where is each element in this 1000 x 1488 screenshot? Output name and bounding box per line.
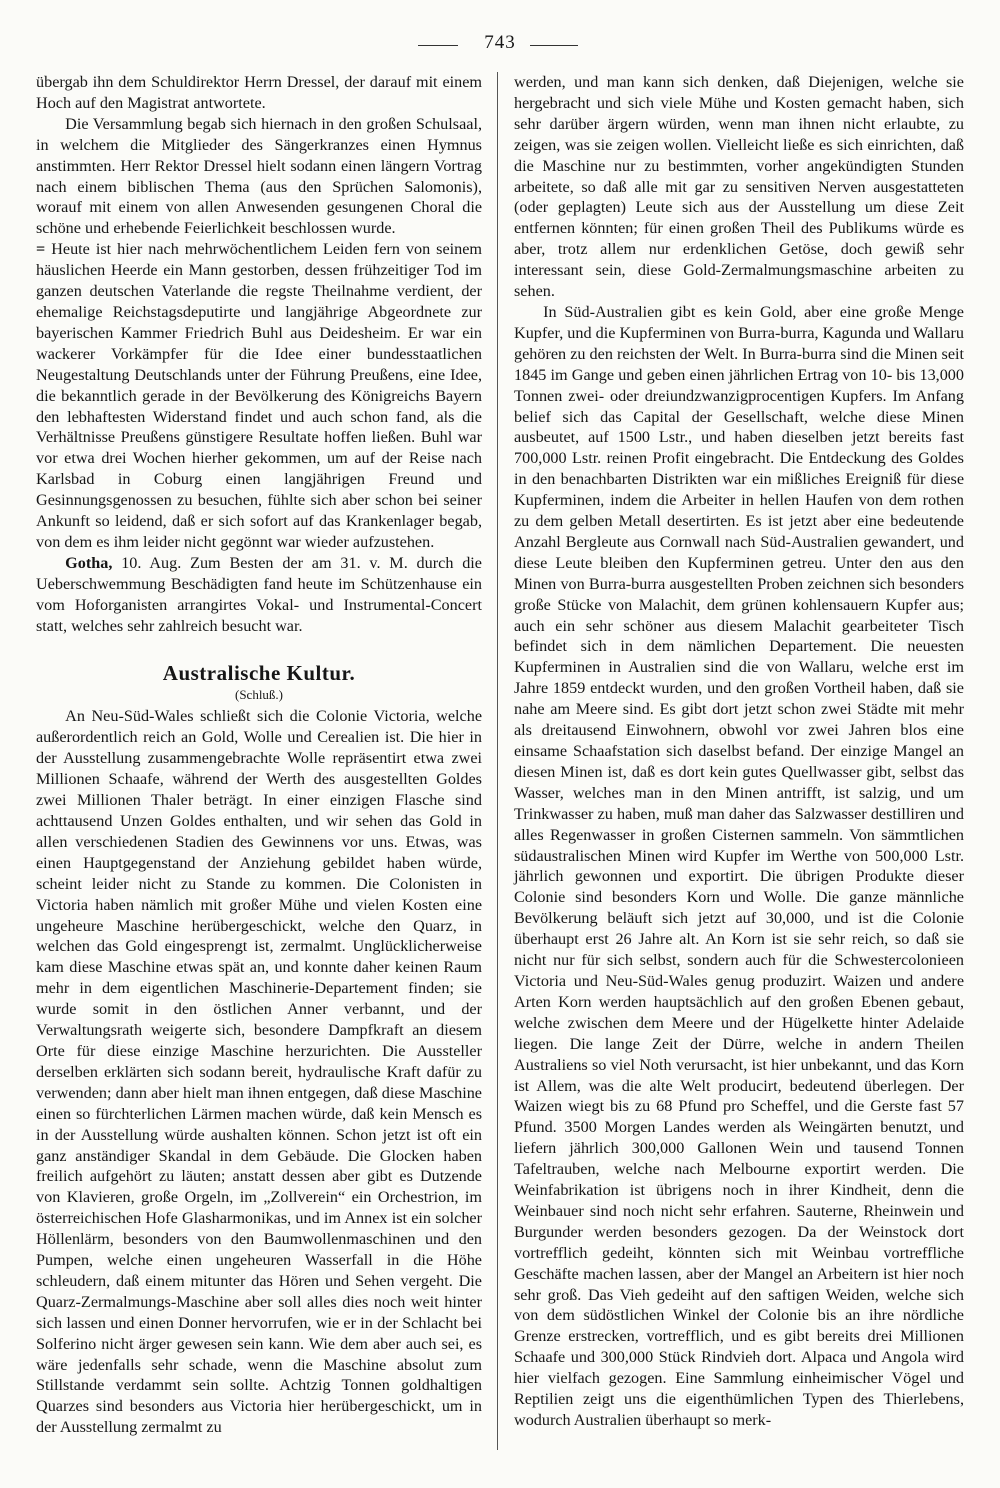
column-divider (497, 72, 498, 1450)
header-rule-left (418, 45, 458, 46)
page-header (0, 30, 1000, 60)
paragraph-south-australia: In Süd-Australien gibt es kein Gold, aber eine große Menge Kupfer, und die Kupferminen von Burra-burra, Kagunda und Wallaru gehören zu den reichsten der Welt. In Burra-burra sind die Minen seit 1845 im Gange und geben einen jährlichen Ertrag von 10- bis 13,000 Tonnen zwei- oder dreiundzwanzigprocentigen Kupfers. Im Anfang belief sich das Capital der Gesellschaft, welche diese Minen ausbeutet, auf 1500 Lstr., und haben dieselben jetzt bereits fast 700,000 Lstr. reinen Profit eingebracht. Die Entdeckung des Goldes in den benachbarten Distrikten war ein mißliches Ereigniß für diese Kupferminen, indem die Arbeiter in hellen Haufen von dem rothen zu dem gelben Metall desertirten. Es ist jetzt aber eine bedeutende Anzahl Bergleute aus Cornwall nach Süd-Australien gewandert, und diese Leute bleiben den Kupferminen getreu. Unter den aus den Minen von Burra-burra ausgestellten Proben zeichnen sich besonders große Stücke von Malachit, dem grünen kohlensauern Kupfer aus; auch ein sehr schöner aus diesem Malachit gearbeiteter Tisch befindet sich in dem nämlichen Departement. Die neuesten Kupferminen in Australien sind die von Wallaru, welche erst im Jahre 1859 entdeckt wurden, und den großen Vortheil haben, daß sie nahe am Meere sind. Es gibt dort jetzt schon zwei Städte mit mehr als dreitausend Einwohnern, obwohl vor zwei Jahren blos eine einsame Schaafstation sich daselbst befand. Der einzige Mangel an diesen Minen ist, daß es dort kein gutes Quellwasser gibt, selbst das Wasser, welches man in den Minen antrifft, ist salzig, und um Trinkwasser zu haben, muß man daher das Salzwasser destilliren und alles Regenwasser in großen Cisternen sammeln. Von sämmtlichen südaustralischen Minen wird Kupfer im Werthe von 500,000 Lstr. jährlich gewonnen und exportirt. Die übrigen Produkte dieser Colonie sind besonders Korn und Wolle. Die ganze männliche Bevölkerung beläuft sich jetzt auf 30,000, und ist die Colonie überhaupt erst 26 Jahre alt. An Korn ist sie sehr reich, so daß sie nicht nur für sich selbst, sondern auch für die Schwestercolonieen Victoria und Neu-Süd-Wales genug produzirt. Waizen und andere Arten Korn werden hauptsächlich auf den großen Ebenen gebaut, welche zwischen dem Meere und der Hügelkette hinter Adelaide liegen. Die lange Zeit der Dürre, welche in andern Theilen Australiens so viel Noth verursacht, ist hier unbekannt, und das Korn ist Allem, was die alte Welt producirt, bedeutend überlegen. Der Waizen wiegt bis zu 68 Pfund pro Scheffel, und die Gerste fast 57 Pfund. 3500 Morgen Landes werden als Weingärten benutzt, und liefern jährlich 300,000 Gallonen Wein und tausend Tonnen Tafeltrauben, welche nach Melbourne exportirt werden. Die Weinfabrikation ist übrigens noch in ihrer Kindheit, denn die Weinbauer sind noch nicht sehr erfahren. Sauterne, Rheinwein und Burgunder werden besonders gezogen. Da der Weinstock dort vortrefflich gedeiht, könnten sich mit Weinbau vortreffliche Geschäfte machen lassen, aber der Mangel an Arbeitern ist hier noch sehr groß. Das Vieh gedeiht auf den saftigen Weiden, welche sich von dem südöstlichen Winkel der Colonie bis an ihre nördliche Grenze erstrecken, vortrefflich, und es gibt bereits drei Millionen Schaafe und 300,000 Stück Rindvieh dort. Alpaca und Angola wird hier vielfach gezogen. Eine Sammlung einheimischer Vögel und Reptilien zeigt uns die eigenthümlichen Typen des Thierlebens, wodurch Australien überhaupt so merk- (514, 302, 964, 1429)
obituary-text: Heute ist hier nach mehrwöchentlichem Leiden fern von seinem häuslichen Heerde ein Mann gestorben, dessen frühzeitiger Tod im ganzen deutschen Vaterlande die regste Theilnahme verdient, der ehemalige Reichstagsdeputirte und langjährige Abgeordnete zur bayerischen Kammer Friedrich Buhl aus Deidesheim. Er war ein wackerer Vorkämpfer für die Idee einer bundesstaatlichen Neugestaltung Deutschlands unter der Führung Preußens, eine Idee, die bekanntlich gerade in der Bevölkerung des Königreichs Bayern den lebhaftesten Widerstand findet und auch schon fand, als die Verhältnisse Preußens günstigere Resultate hoffen ließen. Buhl war vor etwa drei Wochen hierher gekommen, um auf der Reise nach Karlsbad in Coburg einen langjährigen Freund und Gesinnungsgenossen zu besuchen, fühlte sich aber schon bei seiner Ankunft so leidend, daß er sich sofort auf das Krankenlager begab, von dem es ihm leider nicht gegönnt war wieder aufzustehen. (36, 240, 483, 551)
separator-mark: = (36, 240, 46, 259)
paragraph-handover: übergab ihn dem Schuldirektor Herrn Dressel, der darauf mit einem Hoch auf den Magistrat antwortete. (36, 73, 482, 112)
page-number: 743 (484, 32, 516, 53)
right-column (514, 72, 964, 1431)
paragraph-machine-continued: werden, und man kann sich denken, daß Diejenigen, welche sie hergebracht und sich viele Mühe und Kosten gemacht haben, sich sehr darüber ärgern würden, wenn man ihnen nicht erlaubte, zu zeigen, was sie zeigen wollen. Vielleicht ließe es sich einrichten, daß die Maschine nur zu bestimmten, vorher angekündigten Stunden arbeitete, so daß alle mit gar zu sensitiven Nerven ausgestatteten (oder geplagten) Leute sich aus der Ausstellung um diese Zeit entfernen könnten; für einen großen Theil des Publikums würde es aber, trotz allem nur erdenklichen Getöse, doch gewiß sehr interessant sein, diese Gold-Zermalmungsmaschine arbeiten zu sehen. (514, 73, 964, 301)
header-rule-right (530, 45, 578, 46)
paragraph-assembly: Die Versammlung begab sich hiernach in den großen Schulsaal, in welchem die Mitglieder des Sängerkranzes einen Hymnus anstimmten. Herr Rektor Dressel hielt sodann einen längern Vortrag nach einem biblischen Thema (aus den Sprüchen Salomonis), worauf mit einem von allen Anwesenden gesungenen Choral die schöne und erhebende Feierlichkeit beschlossen wurde. (36, 114, 482, 238)
paragraph-gotha (36, 553, 482, 637)
paragraph-victoria: An Neu-Süd-Wales schließt sich die Colonie Victoria, welche außerordentlich reich an Gold, Wolle und Cerealien ist. Die hier in der Ausstellung zusammengebrachte Wolle repräsentirt etwa zwei Millionen Schaafe, während der Werth des ausgestellten Goldes zwei Millionen Thaler beträgt. In einer einzigen Flasche sind achttausend Unzen Goldes enthalten, und wir sehen das Gold in allen verschiedenen Stadien des Gewinnens vor uns. Etwas, was einen Hauptgegenstand der Anziehung gebildet haben würde, scheint leider nicht zu Stande zu kommen. Die Colonisten in Victoria haben nämlich mit großer Mühe und vielen Kosten eine ungeheure Maschine herübergeschickt, welche den Quarz, in welchen das Gold eingesprengt ist, zermalmt. Unglücklicherweise kam diese Maschine etwas spät an, und konnte daher keinen Raum mehr in dem eigentlichen Maschinerie-Departement finden; sie wurde somit in den östlichen Anner verbannt, und der Verwaltungsrath weigerte sich, besondere Dampfkraft an diesem Orte für diese einzige Maschine herzurichten. Die Aussteller derselben erklärten sich sodann bereit, hydraulische Kraft dafür zu verwenden; dann aber hielt man ihnen entgegen, daß diese Maschine einen so fürchterlichen Lärmen machen würde, daß kein Mensch es in der Ausstellung würde aushalten können. Schon jetzt ist oft ein ganz anständiger Skandal in dem Gebäude. Die Glocken haben freilich aufgehört zu läuten; anstatt dessen aber gibt es Dutzende von Klavieren, große Orgeln, im „Zollverein“ ein Orchestrion, im österreichischen Hofe Glasharmonikas, und im Annex ist ein solcher Höllenlärm, besonders von den Baumwollenmaschinen und den Pumpen, welche einen ungeheuren Wasserfall in die Höhe schleudern, daß einem mitunter das Hören und Sehen vergeht. Die Quarz-Zermalmungs-Maschine aber soll alles dies noch weit hinter sich lassen und einen Donner hervorrufen, wie er in der Schlacht bei Solferino nicht ärger gewesen sein kann. Wie dem aber auch sei, es wäre jedenfalls sehr schade, wenn die Maschine absolut zum Stillstande verdammt sein sollte. Achtzig Tonnen goldhaltigen Quarzes sind besonders aus Victoria hier herübergeschickt, um in der Ausstellung zermalmt zu (36, 707, 482, 1437)
article-title: Australische Kultur. (162, 661, 356, 686)
left-column (36, 72, 482, 1438)
article-subtitle: (Schluß.) (234, 687, 284, 703)
paragraph-obituary (36, 239, 482, 553)
dateline-place: Gotha, (65, 553, 113, 572)
gotha-text: 10. Aug. Zum Besten der am 31. v. M. durch die Ueberschwemmung Beschädigten fand heute im Schützenhause ein vom Hoforganisten arrangirtes Vokal- und Instrumental-Concert statt, welches sehr zahlreich besucht war. (36, 553, 482, 635)
